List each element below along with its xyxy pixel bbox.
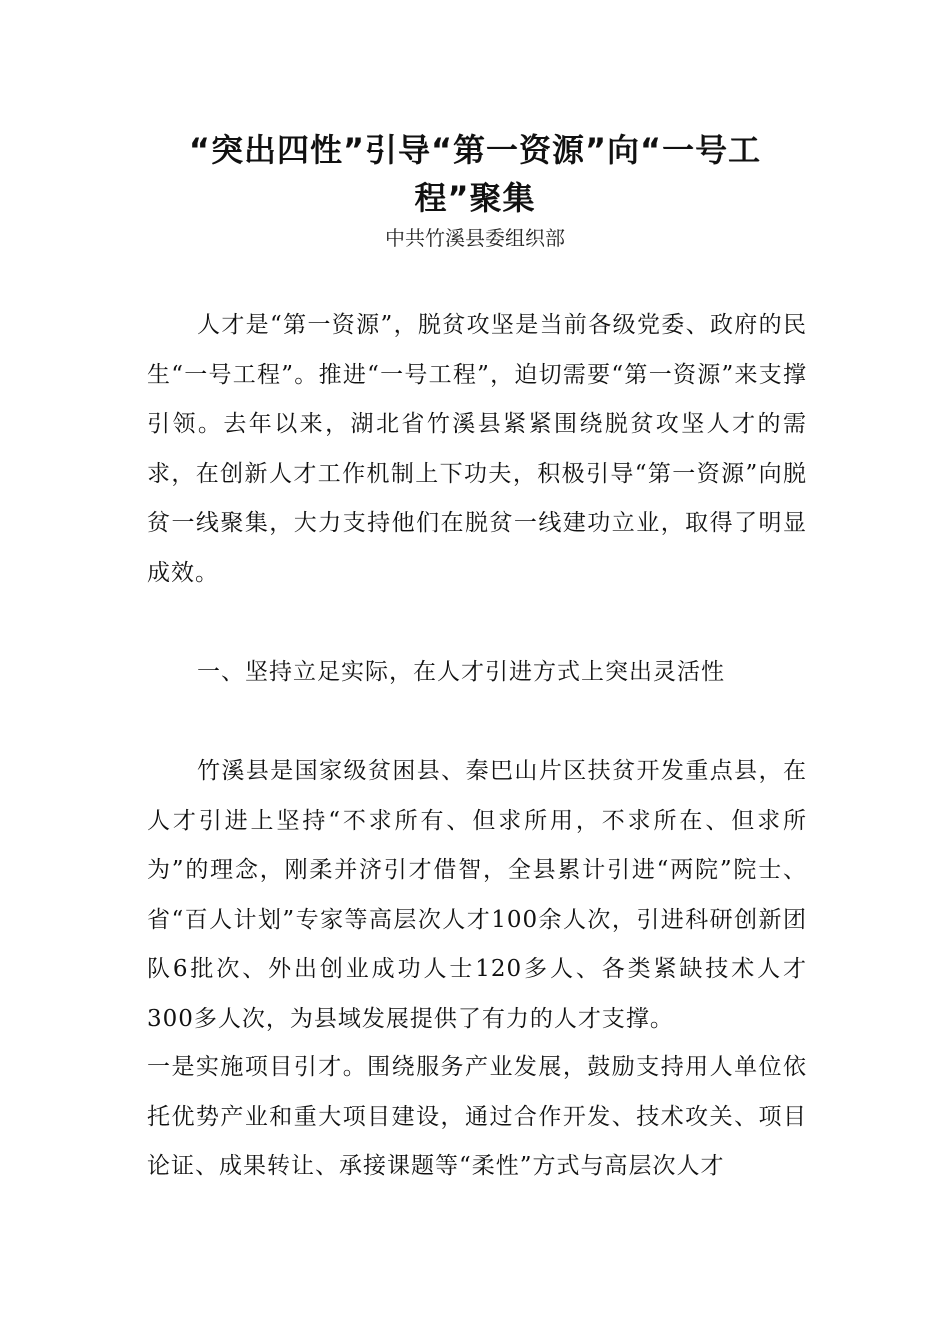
document-author: 中共竹溪县委组织部: [385, 226, 565, 250]
section-heading: 一、坚持立足实际，在人才引进方式上突出灵活性: [197, 659, 725, 685]
document-title: “突出四性”引导“第一资源”向“一号工程”聚集: [188, 131, 762, 217]
intro-paragraph: 人才是“第一资源”，脱贫攻坚是当前各级党委、政府的民生“一号工程”。推进“一号工程”，迫切需要“第一资源”来支撑引领。去年以来，湖北省竹溪县紧紧围绕脱贫攻坚人才的需求，在创新人才工作机制上下功夫，积极引导“第一资源”向脱贫一线聚集，大力支持他们在脱贫一线建功立业，取得了明显成效。: [147, 312, 807, 586]
section-paragraph: 竹溪县是国家级贫困县、秦巴山片区扶贫开发重点县，在人才引进上坚持“不求所有、但求所用，不求所在、但求所为”的理念，刚柔并济引才借智，全县累计引进“两院”院士、省“百人计划”专家等高层次人才100余人次，引进科研创新团队6批次、外出创业成功人士120多人、各类紧缺技术人才300多人次，为县域发展提供了有力的人才支撑。: [147, 758, 807, 1032]
section-paragraph-continued: 一是实施项目引才。围绕服务产业发展，鼓励支持用人单位依托优势产业和重大项目建设，通过合作开发、技术攻关、项目论证、成果转让、承接课题等“柔性”方式与高层次人才: [147, 1054, 807, 1179]
